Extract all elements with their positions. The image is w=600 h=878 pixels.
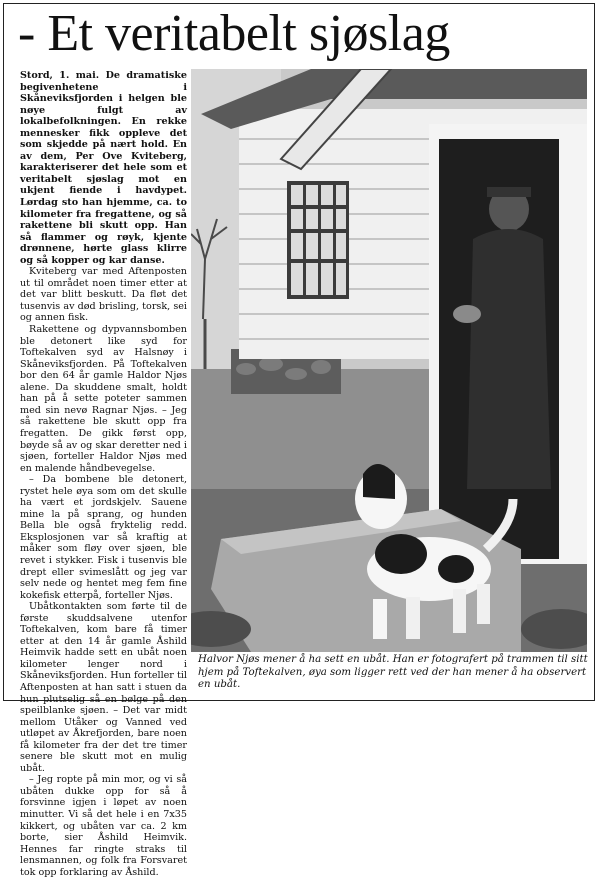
dateline: Stord, 1. mai. bbox=[20, 70, 100, 81]
body-paragraph-4: Ubåtkontakten som førte til de første skuddsalvene utenfor Toftekalven, kom bare få timer etter at den 14 år gamle Åshild Heimvik hadde sett en ubåt noen kilometer lenger nord i Skåneviksfjorden. Hun forteller til Aftenposten at han satt i stuen da hun plutselig så en bølge på den speilblanke sjøen. – Det var midt mellom Utåker og Vanned ved utløpet av Åkrefjorden, bare noen få kilometer fra der det tre timer senere ble skutt mot en mulig ubåt. bbox=[20, 601, 187, 774]
body-paragraph-1: Kviteberg var med Aftenposten ut til området noen timer etter at det var blitt beskutt. Da fløt det tusenvis av død brisling, torsk, sei og annen fisk. bbox=[20, 266, 187, 324]
body-paragraph-2: Rakettene og dypvannsbomben ble detonert like syd for Toftekalven syd av Halsnøy i Skåneviksfjorden. På Toftekalven bor den 64 år gamle Haldor Njøs alene. Da skuddene smalt, holdt han på å sette poteter sammen med sin nevø Ragnar Njøs. – Jeg så rakettene ble skutt opp fra fregatten. De gikk først opp, bøyde så av og skar deretter ned i sjøen, forteller Haldor Njøs med en malende håndbevegelse. bbox=[20, 324, 187, 474]
lead-paragraph bbox=[20, 70, 187, 266]
body-paragraph-3: – Da bombene ble detonert, rystet hele øya som om det skulle ha vært et jordskjelv. Sauene mine la på sprang, og hunden Bella ble også fryktelig redd. Eksplosjonen var så kraftig at måker som fløy over sjøen, ble revet i stykker. Fisk i tusenvis ble drept eller svimeslått og jeg var selv nede og hentet meg fem fine kokefisk etterpå, forteller Njøs. bbox=[20, 474, 187, 601]
body-paragraph-5: – Jeg ropte på min mor, og vi så ubåten dukke opp for så å forsvinne igjen i løpet av noen minutter. Vi så det hele i en 7x35 kikkert, og ubåten var ca. 2 km borte, sier Åshild Heimvik. Hennes far ringte straks til lensmannen, og folk fra Forsvaret tok opp forklaring av Åshild. bbox=[20, 774, 187, 878]
article-column bbox=[20, 70, 187, 878]
photo-caption: Halvor Njøs mener å ha sett en ubåt. Han er fotografert på trammen til sitt hjem på Toftekalven, øya som ligger rett ved der han mener å ha observert en ubåt. bbox=[198, 654, 588, 691]
body-text bbox=[20, 266, 187, 878]
photo-house-man-dog bbox=[191, 69, 587, 652]
news-photo bbox=[191, 69, 587, 652]
headline: - Et veritabelt sjøslag bbox=[18, 5, 450, 62]
lead-text: De dramatiske begivenhetene i Skåneviksfjorden i helgen ble nøye fulgt av lokalbefolkningen. En rekke mennesker fikk oppleve det som skjedde på nært hold. En av dem, Per Ove Kviteberg, karakteriserer det hele som et veritabelt sjøslag mot en ukjent fiende i havdypet. Lørdag sto han hjemme, ca. to kilometer fra fregattene, og så rakettene bli skutt opp. Han så flammer og røyk, kjente drønnene, hørte glass klirre og så kopper og kar danse. bbox=[20, 70, 187, 266]
